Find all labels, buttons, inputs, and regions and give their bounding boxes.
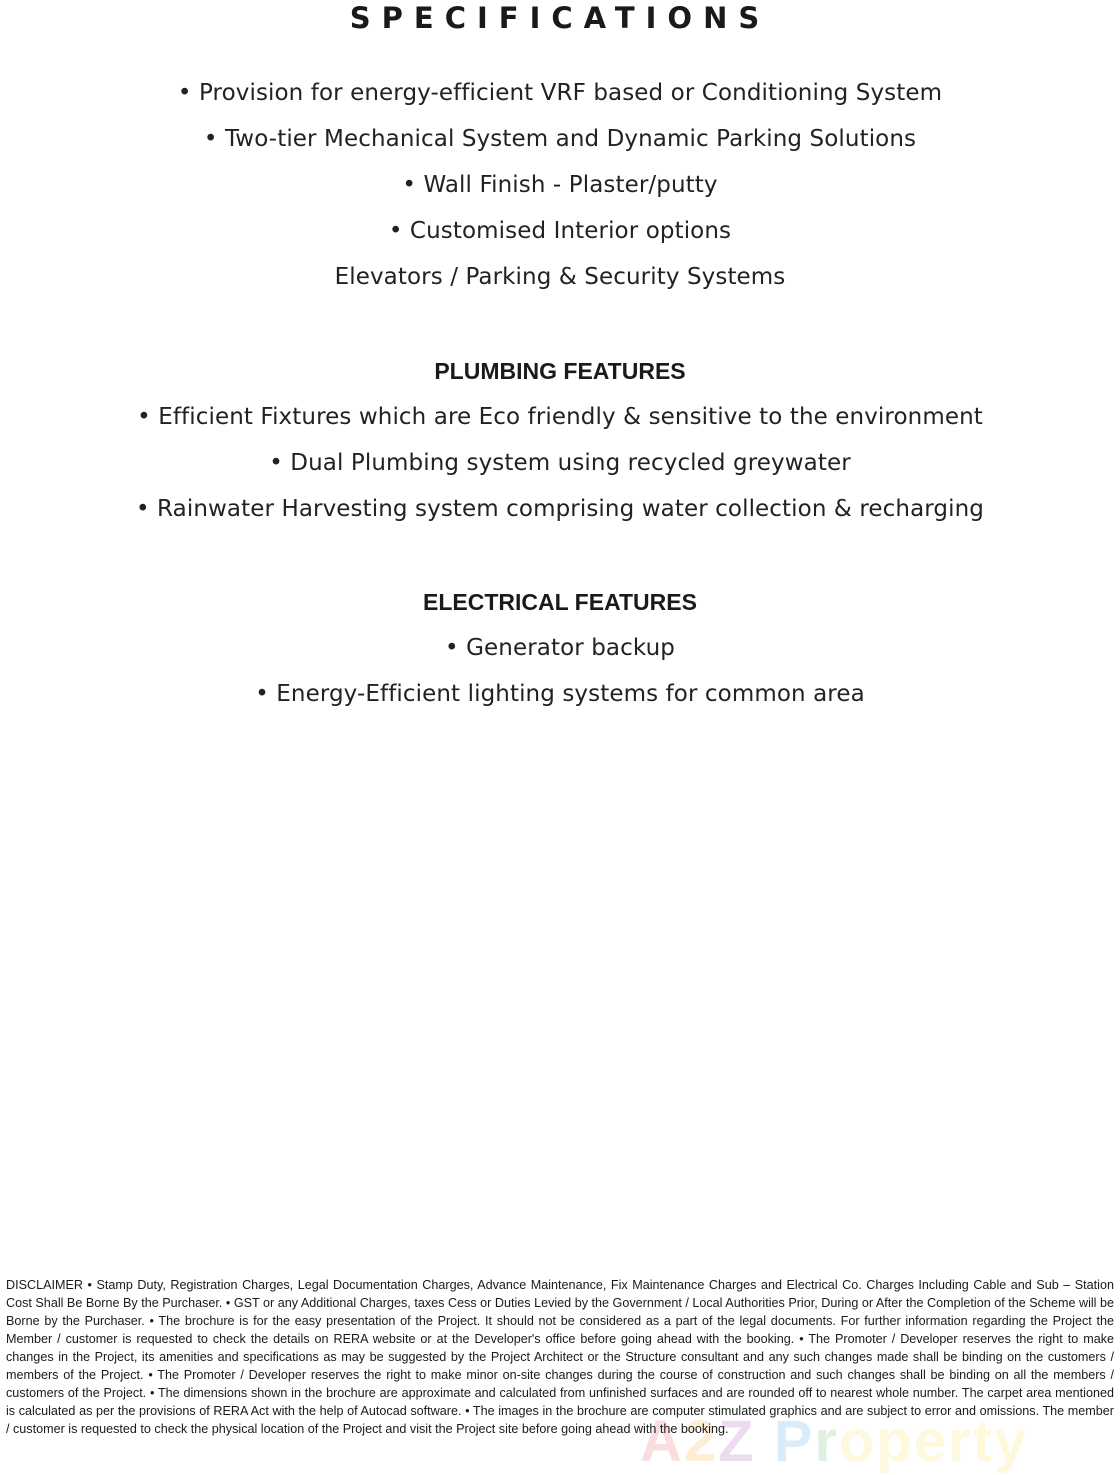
watermark-letter: operty: [838, 1409, 1029, 1474]
electrical-item-lighting: • Energy-Efficient lighting systems for common area: [255, 681, 865, 707]
spec-item-wall-finish: • Wall Finish - Plaster/putty: [402, 172, 718, 198]
watermark-letter: Z: [718, 1409, 756, 1474]
electrical-features-section: [0, 579, 1120, 717]
spec-item-vrf: • Provision for energy-efficient VRF based or Conditioning System: [177, 80, 943, 106]
watermark-letter: A: [640, 1409, 684, 1474]
general-specifications-list: [0, 70, 1120, 300]
watermark-letter: r: [814, 1409, 839, 1474]
plumbing-features-section: [0, 348, 1120, 532]
plumbing-item-dual-plumbing: • Dual Plumbing system using recycled greywater: [269, 450, 851, 476]
electrical-heading: ELECTRICAL FEATURES: [423, 589, 697, 615]
page-title: SPECIFICATIONS: [349, 1, 771, 35]
watermark-letter: 2: [683, 1409, 719, 1474]
plumbing-item-fixtures: • Efficient Fixtures which are Eco friendly & sensitive to the environment: [137, 404, 983, 430]
electrical-item-generator: • Generator backup: [445, 635, 675, 661]
spec-item-interior: • Customised Interior options: [388, 218, 732, 244]
plumbing-heading: PLUMBING FEATURES: [434, 358, 686, 384]
disclaimer-text: DISCLAIMER • Stamp Duty, Registration Charges, Legal Documentation Charges, Advance Maintenance, Fix Maintenance Charges and Electrical Co. Charges Including Cable and Sub – Station Cost Shall Be Borne By the Purchaser. • GST or any Additional Charges, taxes Cess or Duties Levied by the Government / Local Authorities Prior, During or After the Completion of the Scheme will be Borne by the Purchaser. • The brochure is for the easy presentation of the Project. It should not be considered as a part of the legal documents. For further information regarding the Project the Member / customer is requested to check the details on RERA website or at the Developer's office before going ahead with the booking. • The Promoter / Developer reserves the right to make changes in the Project, its amenities and specifications as may be suggested by the Project Architect or the Structure consultant and any such changes made shall be binding on the customers / members of the Project. • The Promoter / Developer reserves the right to make minor on-site changes during the course of construction and such changes shall be binding on all the members / customers of the Project. • The dimensions shown in the brochure are approximate and calculated from unfinished surfaces and are rounded off to nearest whole number. The carpet area mentioned is calculated as per the provisions of RERA Act with the help of Autocad software. • The images in the brochure are computer stimulated graphics and are subject to error and omissions. The member / customer is requested to check the physical location of the Project and visit the Project site before going ahead with the booking.: [6, 1278, 1114, 1436]
plumbing-item-rainwater: • Rainwater Harvesting system comprising water collection & recharging: [135, 496, 984, 522]
watermark-letter: P: [773, 1409, 815, 1474]
spec-item-elevators: Elevators / Parking & Security Systems: [334, 264, 786, 290]
spec-item-parking-system: • Two-tier Mechanical System and Dynamic Parking Solutions: [203, 126, 917, 152]
